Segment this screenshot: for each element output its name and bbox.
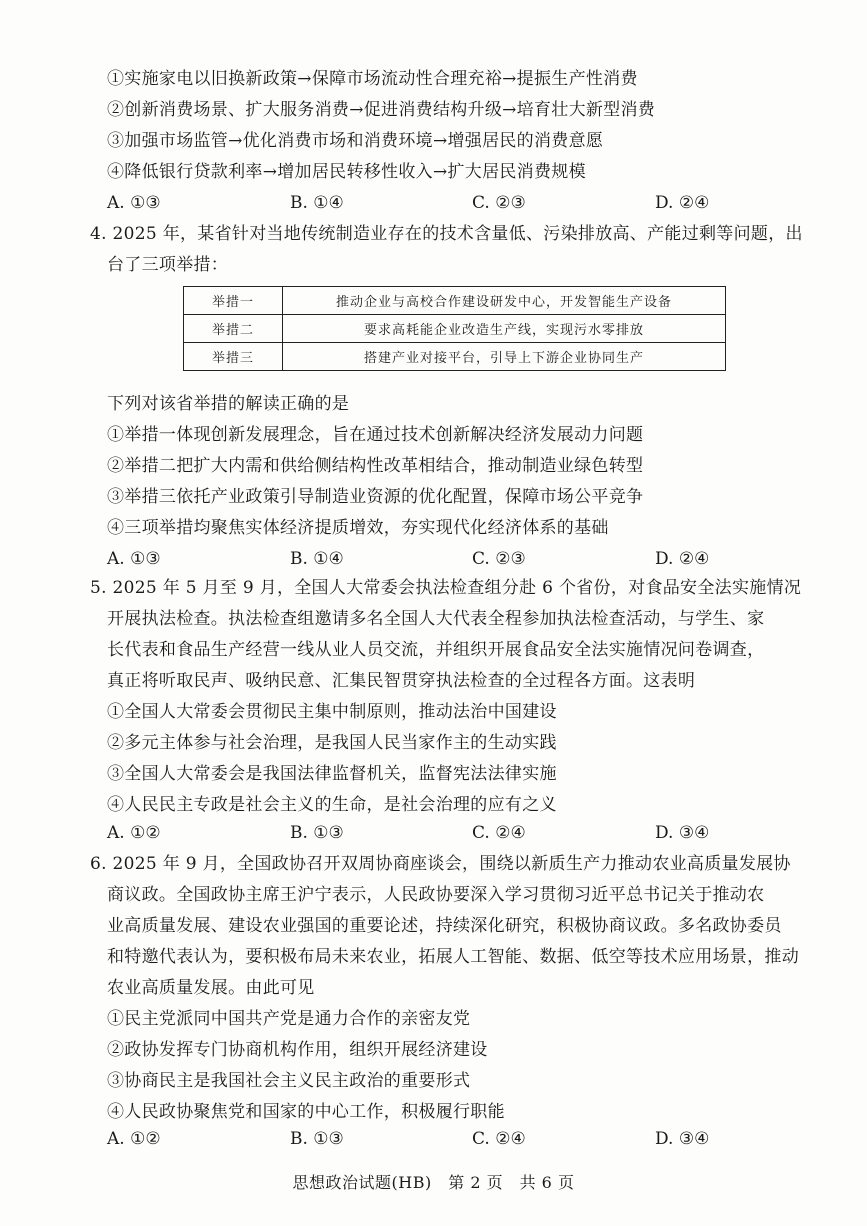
q5-item-4: ④人民民主专政是社会主义的生命，是社会治理的应有之义	[107, 795, 557, 815]
q6-item-3: ③协商民主是我国社会主义民主政治的重要形式	[107, 1071, 471, 1091]
q6-stem-line-1: 6. 2025 年 9 月，全国政协召开双周协商座谈会，围绕以新质生产力推动农业高质量发展协	[90, 854, 791, 874]
measure-key: 举措三	[184, 343, 283, 371]
q3-option-c: C. ②③	[472, 193, 526, 213]
q6-stem-line-4: 和特邀代表认为，要积极布局未来农业，拓展人工智能、数据、低空等技术应用场景，推动	[107, 947, 799, 967]
q5-option-a: A. ①②	[107, 823, 161, 843]
q5-option-b: B. ①③	[290, 823, 344, 843]
q5-stem-line-4: 真正将听取民声、吸纳民意、汇集民智贯穿执法检查的全过程各方面。这表明	[107, 671, 696, 691]
q6-stem-line-3: 业高质量发展、建设农业强国的重要论述，持续深化研究，积极协商议政。多名政协委员	[107, 916, 782, 936]
measure-value: 推动企业与高校合作建设研发中心，开发智能生产设备	[283, 287, 726, 315]
q5-item-2: ②多元主体参与社会治理，是我国人民当家作主的生动实践	[107, 733, 557, 753]
q6-stem-line-5: 农业高质量发展。由此可见	[107, 978, 315, 998]
table-row	[184, 315, 726, 343]
q6-stem-line-2: 商议政。全国政协主席王沪宁表示，人民政协要深入学习贯彻习近平总书记关于推动农	[107, 885, 765, 905]
q5-item-3: ③全国人大常委会是我国法律监督机关，监督宪法法律实施	[107, 764, 557, 784]
q3-item-1: ①实施家电以旧换新政策→保障市场流动性合理充裕→提振生产性消费	[107, 69, 638, 89]
q4-option-b: B. ①④	[290, 549, 344, 569]
page-footer: 思想政治试题(HB) 第 2 页 共 6 页	[292, 1173, 575, 1192]
q4-option-a: A. ①③	[107, 549, 161, 569]
q4-item-1: ①举措一体现创新发展理念，旨在通过技术创新解决经济发展动力问题	[107, 425, 644, 445]
q6-item-1: ①民主党派同中国共产党是通力合作的亲密友党	[107, 1009, 471, 1029]
q6-option-d: D. ③④	[655, 1129, 710, 1149]
q3-option-d: D. ②④	[655, 193, 710, 213]
q6-item-2: ②政协发挥专门协商机构作用，组织开展经济建设	[107, 1040, 488, 1060]
q6-option-c: C. ②④	[472, 1129, 526, 1149]
q5-item-1: ①全国人大常委会贯彻民主集中制原则，推动法治中国建设	[107, 702, 557, 722]
q3-option-b: B. ①④	[290, 193, 344, 213]
q3-item-4: ④降低银行贷款利率→增加居民转移性收入→扩大居民消费规模	[107, 162, 586, 182]
measure-value: 搭建产业对接平台，引导上下游企业协同生产	[283, 343, 726, 371]
q6-item-4: ④人民政协聚焦党和国家的中心工作，积极履行职能	[107, 1102, 505, 1122]
measure-value: 要求高耗能企业改造生产线，实现污水零排放	[283, 315, 726, 343]
q6-option-a: A. ①②	[107, 1129, 161, 1149]
table-row	[184, 287, 726, 315]
q3-item-2: ②创新消费场景、扩大服务消费→促进消费结构升级→培育壮大新型消费	[107, 100, 656, 120]
q6-option-b: B. ①③	[290, 1129, 344, 1149]
q5-option-c: C. ②④	[472, 823, 526, 843]
q5-option-d: D. ③④	[655, 823, 710, 843]
q4-item-4: ④三项举措均聚焦实体经济提质增效，夯实现代化经济体系的基础	[107, 518, 609, 538]
q4-stem-line-2: 台了三项举措：	[107, 255, 229, 275]
table-row	[184, 343, 726, 371]
q4-stem-line-1: 4. 2025 年，某省针对当地传统制造业存在的技术含量低、污染排放高、产能过剩等问题，出	[90, 224, 803, 244]
q5-stem-line-2: 开展执法检查。执法检查组邀请多名全国人大代表全程参加执法检查活动，与学生、家	[107, 609, 765, 629]
q4-measures-table	[183, 286, 726, 371]
q4-prompt: 下列对该省举措的解读正确的是	[107, 394, 350, 414]
q4-item-3: ③举措三依托产业政策引导制造业资源的优化配置，保障市场公平竞争	[107, 487, 644, 507]
q5-stem-line-3: 长代表和食品生产经营一线从业人员交流，并组织开展食品安全法实施情况问卷调查，	[107, 640, 765, 660]
q4-option-c: C. ②③	[472, 549, 526, 569]
measure-key: 举措一	[184, 287, 283, 315]
q3-item-3: ③加强市场监管→优化消费市场和消费环境→增强居民的消费意愿	[107, 131, 604, 151]
measure-key: 举措二	[184, 315, 283, 343]
q4-option-d: D. ②④	[655, 549, 710, 569]
q3-option-a: A. ①③	[107, 193, 161, 213]
q5-stem-line-1: 5. 2025 年 5 月至 9 月，全国人大常委会执法检查组分赴 6 个省份，对食品安全法实施情况	[90, 578, 802, 598]
q4-item-2: ②举措二把扩大内需和供给侧结构性改革相结合，推动制造业绿色转型	[107, 456, 644, 476]
